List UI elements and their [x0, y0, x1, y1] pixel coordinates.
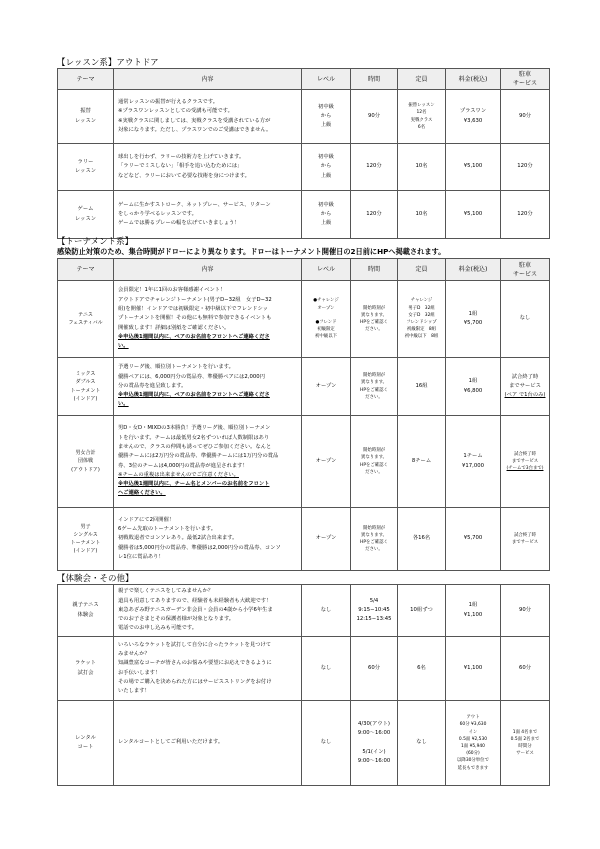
cell-capacity — [398, 416, 446, 508]
cell-time — [351, 637, 398, 701]
cell-line: でのお子さまとその保護者様が対象となります。 — [118, 616, 235, 623]
cell-line: 10名 — [415, 210, 428, 217]
cell-line: 東急あざみ野テニスガーデン非会員・会員の4歳から小学6年生ま — [118, 606, 273, 613]
cell-capacity — [398, 191, 446, 239]
cell-line: 1面 ¥5,940 — [461, 744, 485, 749]
cell-fee — [446, 191, 501, 239]
cell-line: ●フレンド — [315, 320, 337, 325]
table-row — [58, 701, 550, 786]
cell-line: プトーナメントを開催！その他にも無料で参加できるイベントも — [118, 315, 272, 322]
cell-line: レ1位に賞品あり！ — [118, 553, 164, 560]
cell-line: 異なります。 — [361, 532, 387, 538]
experience-table — [57, 584, 550, 786]
cell-capacity — [398, 585, 446, 637]
cell-line: 開始時刻が — [363, 305, 385, 311]
cell-line: ¥1,100 — [463, 611, 483, 618]
cell-line: 試合終了時 — [514, 451, 536, 457]
cell-line: (60分) — [466, 751, 480, 757]
cell-content — [114, 358, 302, 416]
cell-line: テニス — [78, 311, 93, 318]
cell-line: ¥6,800 — [463, 387, 483, 394]
cell-line: 8チーム — [411, 457, 432, 464]
cell-line: なし — [320, 606, 332, 613]
header-fee: 料金(税込) — [446, 69, 501, 90]
cell-line: 初戦敗退者でコンソレあり。最低2試合出来ます。 — [118, 535, 238, 542]
cell-note: い。 — [118, 343, 129, 350]
cell-time — [351, 508, 398, 571]
header-fee: 料金(税込) — [446, 259, 501, 281]
cell-line: までサービス — [511, 458, 539, 464]
cell-content — [114, 191, 302, 239]
cell-fee — [446, 416, 501, 508]
header-row — [58, 69, 550, 90]
cell-line: ラケット — [75, 660, 96, 667]
table-row — [58, 144, 550, 191]
cell-fee — [446, 585, 501, 637]
table-row — [58, 585, 550, 637]
cell-line: 1組 — [468, 602, 478, 609]
cell-line: 各16名 — [412, 535, 431, 542]
cell-line: 60分 ¥3,630 — [459, 722, 487, 728]
cell-fee — [446, 144, 501, 191]
cell-content — [114, 416, 302, 508]
cell-line: 通常レッスンの振替が行えるクラスです。 — [118, 98, 219, 105]
cell-line: なし — [519, 315, 531, 322]
header-theme: テーマ — [58, 259, 114, 281]
cell-line: 組)を開催！インドアでは初級限定・初中級以下でフレンドシッ — [118, 306, 268, 313]
cell-line: プラスワン — [459, 108, 487, 115]
cell-line: 上級 — [320, 122, 332, 129]
cell-note: ※申込後1週間以内に、チーム名とメンバーのお名前をフロント — [118, 481, 270, 488]
cell-line: 4/30(アウト) — [358, 720, 390, 727]
lesson-table — [57, 68, 550, 239]
cell-note: (ペア で1台のみ) — [504, 392, 546, 399]
cell-line: 0.5面 ¥2,530 — [458, 736, 488, 742]
cell-line: 券、3位のチームは4,000円の賞品券が進呈されます！ — [118, 462, 248, 469]
cell-line: 試合終了時 — [511, 373, 539, 380]
cell-line: ゲームでは勝るプレーの幅を広げていきましょう！ — [118, 220, 240, 227]
cell-time — [351, 144, 398, 191]
cell-line: 初中級以下 — [315, 334, 337, 340]
cell-line: 1組 — [468, 378, 478, 385]
header-capacity: 定員 — [398, 69, 446, 90]
cell-line: 親子テニス — [72, 602, 99, 609]
cell-line: 60分 — [518, 664, 532, 671]
cell-line: 団体戦 — [77, 458, 93, 465]
cell-line: 会員限定！1年に1回のお客様感謝イベント！ — [118, 287, 226, 294]
cell-line: までサービス — [511, 540, 539, 545]
cell-line — [304, 312, 348, 319]
cell-time — [351, 701, 398, 786]
cell-parking — [501, 701, 550, 786]
cell-theme — [58, 144, 114, 191]
cell-line: オープン — [315, 457, 337, 464]
cell-capacity — [398, 281, 446, 358]
cell-line: オープン — [315, 382, 337, 389]
cell-line: 10名 — [415, 163, 428, 170]
cell-line: 優勝ペアには、6,000円分の賞品券、準優勝ペアには2,000円 — [118, 373, 265, 380]
cell-line: をしっかり学べるレッスンです。 — [118, 210, 197, 217]
cell-time — [351, 585, 398, 637]
cell-line: 1面 4名まで — [512, 729, 538, 735]
cell-line: ませんので、クラスの仲間も誘ってぜひご参加ください。なんと — [118, 443, 272, 450]
cell-theme — [58, 90, 114, 144]
cell-line: アウトドアでチャレンジトーナメント(男子D−32組 女子D−32 — [118, 296, 272, 303]
cell-line: 異なります。 — [361, 312, 387, 318]
cell-line: 親子で楽しくテニスをしてみませんか？ — [118, 588, 214, 595]
cell-line: (インドア) — [73, 395, 98, 402]
cell-line: レンタル — [75, 734, 96, 741]
cell-line: なし — [320, 739, 332, 746]
cell-line: 試合終了時 — [514, 532, 536, 538]
cell-line: 優勝チームには2万円分の賞品券、準優勝チームには1万円分の賞品 — [118, 453, 279, 460]
cell-line: HPをご確認く — [360, 540, 388, 545]
cell-line: 10組ずつ — [410, 606, 433, 613]
header-time: 時間 — [351, 259, 398, 281]
cell-line: 男女合計 — [75, 450, 96, 457]
cell-content — [114, 281, 302, 358]
cell-theme — [58, 637, 114, 701]
section-title-lesson: 【レッスン系】アウトドア — [57, 58, 159, 68]
cell-line: 電話でのお申し込みも可能です。 — [118, 625, 198, 632]
header-parking-line: サービス — [512, 80, 537, 87]
cell-line: 120分 — [366, 163, 382, 170]
cell-fee — [446, 90, 501, 144]
cell-line: 開始時刻が — [363, 448, 385, 454]
table-row — [58, 191, 550, 239]
cell-line: 初級限定 8組 — [406, 327, 437, 333]
cell-parking — [501, 416, 550, 508]
cell-time — [351, 90, 398, 144]
cell-line: ゲームに生かすストローク、ネットプレー、サービス、リターン — [118, 201, 271, 208]
cell-line: 対象になります。ただし、プラスワンでのご受講はできません。 — [118, 126, 272, 133]
cell-line: ※実戦クラスに関しましては、実戦クラスを受講されている方が — [118, 117, 271, 124]
cell-line: トーナメント — [70, 540, 101, 546]
header-row — [58, 259, 550, 281]
header-parking-line: 駐車 — [518, 261, 531, 269]
cell-line: 開始時刻が — [363, 373, 385, 379]
cell-line: フレンドシップ — [406, 320, 437, 325]
cell-line: 初中級以下 8組 — [404, 334, 439, 340]
cell-content — [114, 144, 302, 191]
cell-line: 男子 — [80, 523, 91, 530]
cell-line: 異なります。 — [361, 455, 387, 461]
cell-line: チャレンジ — [410, 298, 433, 304]
cell-line: 120分 — [517, 210, 533, 217]
header-parking-line: サービス — [512, 270, 537, 278]
cell-line: なし — [320, 664, 332, 671]
cell-line: 6名 — [417, 664, 426, 671]
cell-line: アウト — [466, 715, 480, 721]
cell-parking — [501, 191, 550, 239]
cell-fee — [446, 701, 501, 786]
cell-level — [302, 637, 351, 701]
cell-parking — [501, 585, 550, 637]
cell-line: から — [320, 210, 332, 217]
cell-line: いたします！ — [118, 688, 150, 695]
cell-line: レッスン — [74, 215, 97, 222]
cell-theme — [58, 701, 114, 786]
cell-note: (チームで3台まで) — [506, 466, 544, 472]
header-parking — [501, 259, 550, 281]
cell-capacity — [398, 144, 446, 191]
cell-level — [302, 508, 351, 571]
cell-line: ださい。 — [365, 327, 383, 333]
cell-line: 体験会 — [77, 611, 94, 618]
cell-line: 球出しを行わず、ラリーの技術力を上げていきます。 — [118, 154, 245, 161]
cell-line: 実戦クラス — [410, 117, 433, 123]
cell-line: HPをご確認く — [360, 387, 388, 393]
header-parking — [501, 69, 550, 90]
cell-line: ミックス — [75, 371, 96, 378]
cell-line: いろいろなラケットを試打して自分に合ったラケットを見つけて — [118, 641, 272, 648]
cell-parking — [501, 144, 550, 191]
cell-capacity — [398, 508, 446, 571]
table-row — [58, 281, 550, 358]
cell-line: 5/1(イン) — [362, 748, 386, 755]
cell-fee — [446, 508, 501, 571]
cell-line: 120分 — [517, 163, 533, 170]
cell-line: レンタルコートとしてご利用いただけます。 — [118, 739, 224, 746]
cell-line: 0.5面 2名まで — [510, 736, 540, 742]
cell-line: トを行います。チームは最低男女2名ずついれば人数制限はあり — [118, 434, 270, 441]
cell-line: 12:15−13:45 — [356, 616, 392, 623]
cell-line: ラリー — [77, 158, 94, 165]
cell-line: 分の賞品券を進呈致します。 — [118, 382, 187, 389]
cell-line: (アウトドア) — [71, 466, 100, 473]
cell-fee — [446, 358, 501, 416]
header-level: レベル — [302, 69, 351, 90]
header-parking-line: 駐車 — [518, 71, 531, 78]
cell-line: ださい。 — [365, 547, 383, 553]
cell-fee — [446, 637, 501, 701]
cell-time — [351, 281, 398, 358]
cell-level — [302, 701, 351, 786]
table-row — [58, 637, 550, 701]
cell-line: 5/4 — [369, 597, 379, 604]
cell-line: ダブルス — [75, 379, 96, 386]
table-row — [58, 508, 550, 571]
cell-line: 知識豊富なコーチが皆さんのお悩みや要望にお応えできるように — [118, 660, 272, 667]
cell-line: 時間分 — [518, 744, 532, 749]
cell-line: 6ゲーム先取のトーナメントを行います。 — [118, 526, 217, 533]
cell-line: 予選リーグ後、順位別トーナメントを行います。 — [118, 364, 234, 371]
cell-line: 9:00〜16:00 — [357, 730, 391, 737]
cell-line: レッスン — [74, 168, 97, 174]
cell-line: 初中級 — [318, 201, 334, 208]
cell-line — [353, 738, 395, 747]
cell-line: 道具も用意してありますので、経験者も未経験者も大歓迎です！ — [118, 597, 272, 604]
cell-time — [351, 358, 398, 416]
cell-capacity — [398, 701, 446, 786]
cell-parking — [501, 281, 550, 358]
cell-parking — [501, 358, 550, 416]
cell-level — [302, 358, 351, 416]
cell-theme — [58, 281, 114, 358]
cell-line: ¥5,100 — [463, 210, 483, 217]
cell-line: 9:15−10:45 — [358, 606, 390, 613]
cell-line: 初中級 — [318, 154, 334, 161]
cell-line: インドアにて2回開催！ — [118, 516, 175, 523]
section-title-tournament: 【トーナメント系】 — [57, 237, 134, 247]
cell-line: 1組 — [468, 310, 478, 317]
cell-level — [302, 144, 351, 191]
cell-line: ●チャレンジ — [313, 298, 339, 304]
cell-line: 振替レッスン — [408, 103, 435, 109]
cell-content — [114, 637, 302, 701]
cell-time — [351, 416, 398, 508]
cell-line: オープン — [317, 305, 335, 311]
cell-line: シングルス — [73, 531, 98, 538]
cell-line: HPをご確認く — [360, 462, 388, 468]
cell-theme — [58, 416, 114, 508]
cell-capacity — [398, 358, 446, 416]
cell-parking — [501, 637, 550, 701]
table-row — [58, 90, 550, 144]
cell-line: ださい。 — [365, 469, 383, 475]
cell-line: ¥5,700 — [463, 535, 483, 542]
cell-line: オープン — [315, 535, 337, 542]
cell-line: などなど、ラリーにおいて必要な技術を身につけます。 — [118, 172, 250, 179]
cell-line: 90分 — [518, 606, 532, 613]
cell-line: 延長もできます — [457, 765, 489, 771]
header-level: レベル — [302, 259, 351, 281]
cell-line: ¥5,700 — [463, 320, 483, 326]
cell-parking — [501, 90, 550, 144]
cell-note: い。 — [118, 401, 129, 408]
cell-level — [302, 191, 351, 239]
cell-theme — [58, 508, 114, 571]
cell-line: 開催致します！詳細は別紙をご確認ください。 — [118, 324, 230, 331]
cell-line: (インドア) — [73, 548, 98, 555]
header-content: 内容 — [114, 259, 302, 281]
cell-line: 90分 — [367, 112, 381, 119]
cell-level — [302, 281, 351, 358]
cell-content — [114, 90, 302, 144]
cell-line: イン — [468, 729, 478, 735]
cell-content — [114, 508, 302, 571]
cell-line: ¥5,100 — [463, 163, 483, 170]
cell-line: 1チーム — [463, 453, 483, 460]
cell-line: HPをご確認く — [360, 320, 388, 325]
cell-line: お手伝いします！ — [118, 669, 161, 676]
cell-content — [114, 585, 302, 637]
cell-capacity — [398, 637, 446, 701]
tournament-notice: 感染防止対策のため、集合時間がドローにより異なります。ドローはトーナメント開催日の2日前にHPへ掲載されます。 — [57, 247, 446, 256]
cell-line: 60分 — [367, 664, 381, 671]
cell-line: 異なります。 — [361, 380, 387, 386]
cell-line: トーナメント — [70, 387, 101, 394]
section-title-experience: 【体験会・その他】 — [57, 574, 134, 584]
cell-level — [302, 90, 351, 144]
cell-line: ¥3,630 — [463, 117, 483, 124]
cell-line: 優勝者は5,000円分の賞品券、準優勝は2,000円分の賞品券、コンソ — [118, 544, 281, 551]
cell-line: 16組 — [415, 382, 428, 389]
cell-content — [114, 701, 302, 786]
cell-note: ※チームの重複は出来ませんのでご注意ください。 — [118, 471, 239, 478]
cell-line: から — [320, 163, 332, 170]
cell-line: フェスティバル — [68, 320, 103, 326]
cell-note: ※申込後1週間以内に、ペアのお名前をフロントへご連絡くださ — [118, 333, 270, 340]
cell-line: 初級限定 — [317, 327, 335, 333]
cell-line: 上級 — [320, 172, 332, 179]
cell-level — [302, 416, 351, 508]
cell-theme — [58, 191, 114, 239]
cell-line: ¥1,100 — [463, 664, 483, 671]
cell-line: 開始時刻が — [363, 525, 385, 531]
cell-level — [302, 585, 351, 637]
cell-line: 120分 — [366, 210, 382, 217]
cell-line: 6名 — [417, 124, 426, 130]
cell-line: 試打会 — [77, 669, 94, 676]
cell-line: 女子D 32組 — [408, 312, 435, 318]
cell-line: コート — [77, 744, 94, 750]
cell-line: までサービス — [509, 382, 541, 389]
tournament-table — [57, 258, 550, 571]
cell-note: へご連絡ください。 — [118, 490, 166, 497]
cell-line: 以降30分単位で — [457, 758, 489, 764]
cell-line: から — [320, 112, 332, 119]
cell-line: ゲーム — [77, 206, 94, 213]
cell-line: 初中級 — [318, 103, 334, 110]
cell-line: なし — [416, 739, 427, 746]
cell-time — [351, 191, 398, 239]
cell-line: 男子D 32組 — [408, 305, 435, 311]
cell-line: 男D・女D・MIXDの3本勝負！予選リーグ後、順位別トーナメン — [118, 425, 271, 432]
cell-line: ださい。 — [365, 394, 383, 400]
cell-line: ¥17,000 — [462, 462, 484, 469]
header-theme: テーマ — [58, 69, 114, 90]
header-capacity: 定員 — [398, 259, 446, 281]
cell-line: みませんか？ — [118, 650, 150, 657]
cell-parking — [501, 508, 550, 571]
table-row — [58, 416, 550, 508]
cell-note: ※申込後1週間以内に、ペアのお名前をフロントへご連絡くださ — [118, 392, 270, 399]
header-time: 時間 — [351, 69, 398, 90]
cell-line: 90分 — [518, 112, 532, 119]
cell-theme — [58, 358, 114, 416]
cell-line: 「ラリーでミスしない」「相手を追い込むためには」 — [118, 163, 243, 170]
cell-fee — [446, 281, 501, 358]
cell-theme — [58, 585, 114, 637]
header-content: 内容 — [114, 69, 302, 90]
cell-line: その場でご購入を決められた方にはサービスストリングをお付け — [118, 678, 272, 685]
cell-capacity — [398, 90, 446, 144]
cell-line: 12名 — [416, 110, 427, 116]
cell-line: 振替 — [80, 108, 91, 115]
cell-line: 9:00〜16:00 — [357, 757, 391, 764]
cell-line: レッスン — [74, 117, 97, 124]
cell-line: ※プラスワンレッスンとしての受講も可能です。 — [118, 108, 233, 115]
cell-line: 上級 — [320, 220, 332, 227]
table-row — [58, 358, 550, 416]
cell-line: サービス — [516, 751, 534, 757]
